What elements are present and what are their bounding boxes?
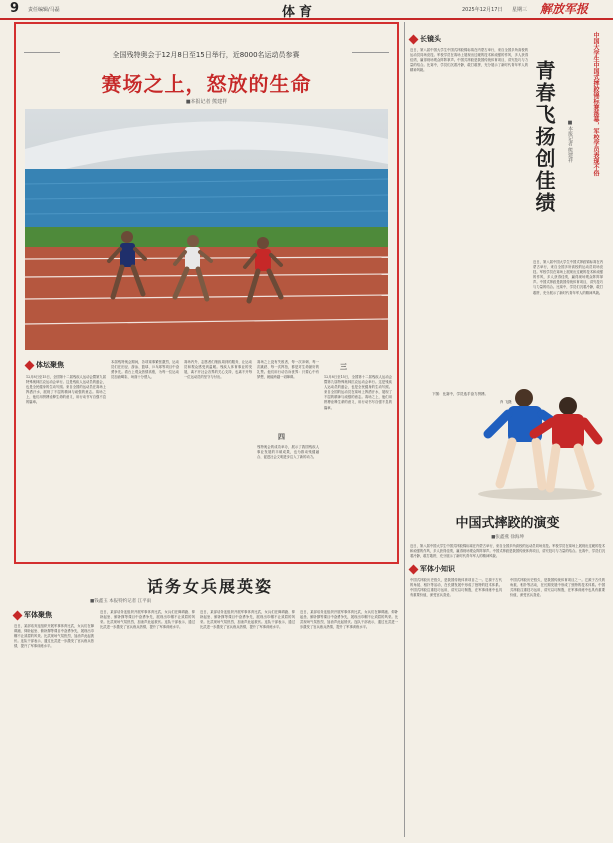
lead-body-col3: 赛场内外，志愿者们细致周到的服务，让运动员和观众感受到温暖。残疾人体育事业的发展，离不开社会各界的关心支持，也离不开每一位运动员的坚守与付出。 (184, 360, 252, 380)
page-number: 9 (10, 1, 20, 16)
wrestling-byline: ■张鑫燕 徐海坤 (491, 535, 524, 540)
lead-kicker: 全国残特奥会于12月8日至15日举行，近8000名运动员参赛 (60, 50, 352, 60)
bottom-body-col2: 近日，某部话务连组织开展军事体育比武，女兵们在障碍跑、仰卧起坐、俯卧撑等课目中奋勇争先，展现出巾帼不让须眉的风采。比武现场气氛热烈，加油声此起彼伏。连队干部表示，通过比武进一步激发了官兵练兵热情，提升了军事训练水平。 (100, 610, 195, 630)
wrestling-body: 近日，第八届中国大学生中国式摔跤锦标赛在内蒙古举行，来自全国多所高校的运动员同场竞技。军校学员在赛场上展现出过硬的技术和顽强的作风，多人获得佳绩，赢得现场观众阵阵掌声。中国式摔跤是我国传统体育项目，讲究技巧与力量的结合。比赛中，学员们沉着冷静，敢打敢拼，充分展示了新时代青年军人的精神风貌。 (410, 544, 605, 559)
bottom-right-col1: 中国式摔跤历史悠久，是我国传统体育项目之一。它源于古代的角抵、相扑等活动，在长期发展中形成了独特的技术体系。中国式摔跤注重技巧运用，讲究以巧制胜，在军事训练中也具有重要价值，深受官兵喜爱。 (410, 578, 502, 598)
photo-credit: 下图：比赛中，学员选手奋力拼搏。 (432, 392, 488, 396)
lead-body-col4a: 赛场之上没有失败者，每一次冲刺、每一次跳跃、每一次挥拍，都是对生命最好的礼赞。他们用行动告诉世界：只要心中有梦想，就能跨越一切障碍。 (257, 360, 319, 380)
bottom-body-col3: 近日，某部话务连组织开展军事体育比武，女兵们在障碍跑、仰卧起坐、俯卧撑等课目中奋勇争先，展现出巾帼不让须眉的风采。比武现场气氛热烈，加油声此起彼伏。连队干部表示，通过比武进一步激发了官兵练兵热情，提升了军事训练水平。 (200, 610, 295, 630)
long-lens-heading (410, 34, 441, 44)
military-sports-heading (14, 610, 52, 620)
photo-author: 肖 飞摄 (500, 400, 512, 404)
bottom-story-title: 话务女兵展英姿 (146, 577, 273, 596)
right-body-text: 近日，第八届中国大学生中国式摔跤锦标赛在内蒙古举行，来自全国多所高校的运动员同场竞技。军校学员在赛场上展现出过硬的技术和顽强的作风，多人获得佳绩，赢得现场观众阵阵掌声。中国式摔跤是我国传统体育项目，讲究技巧与力量的结合。比赛中，学员们沉着冷静，敢打敢拼，充分展示了新时代青年军人的精神风貌。 (410, 48, 528, 73)
bottom-body-col1: 近日，某部话务连组织开展军事体育比武，女兵们在障碍跑、仰卧起坐、俯卧撑等课目中奋勇争先，展现出巾帼不让须眉的风采。比武现场气氛热烈，加油声此起彼伏。连队干部表示，通过比武进一步激发了官兵练兵热情，提升了军事训练水平。 (14, 624, 94, 649)
diamond-icon (13, 610, 23, 620)
lead-body-col4b: 残特奥会的成功举办，展示了我国残疾人事业发展的丰硕成果，也为推动残健融合、促进社会文明进步注入了新的动力。 (257, 445, 319, 460)
lead-title: 赛场之上，怒放的生命 (101, 72, 312, 96)
section-numeral-2: 三 (340, 362, 347, 371)
vertical-feature-title: 青春飞扬创佳绩 (532, 60, 556, 214)
section-title: 体育 (282, 5, 317, 20)
bottom-body-col4: 近日，某部话务连组织开展军事体育比武，女兵们在障碍跑、仰卧起坐、俯卧撑等课目中奋勇争先，展现出巾帼不让须眉的风采。比武现场气氛热烈，加油声此起彼伏。连队干部表示，通过比武进一步激发了官兵练兵热情，提升了军事训练水平。 (300, 610, 398, 630)
bottom-byline: ■钱鑫玉 本报特约记者 江平雨 (90, 599, 152, 604)
wrestling-evolution-title: 中国式摔跤的演变 (455, 516, 560, 531)
lead-byline: ■本报记者 熊建祥 (185, 99, 228, 105)
lead-photo-track-race (25, 109, 388, 350)
column-divider (404, 22, 405, 837)
military-knowledge-heading (410, 564, 455, 574)
editor-credit: 责任编辑/马磊 (28, 7, 60, 13)
issue-weekday: 星期三 (512, 7, 528, 13)
issue-date: 2025年12月17日 (462, 7, 503, 13)
masthead-logo: 解放军报 (540, 2, 589, 16)
vertical-feature-subtitle: 中国大学生中国式摔跤锦标赛落幕，军校学员表现不俗 (592, 32, 599, 176)
military-sports-label: 军体聚焦 (24, 611, 52, 619)
page-header (0, 0, 613, 20)
long-lens-label: 长镜头 (420, 35, 441, 43)
lead-body-col2: 本届残特奥会期间，各项赛事紧张激烈，运动员们在田径、游泳、篮球、乒乓球等项目中奋勇争先。看台上观众热情高涨，为每一位运动员加油喝彩，场面十分感人。 (111, 360, 179, 380)
right-body-text-2: 近日，第八届中国大学生中国式摔跤锦标赛在内蒙古举行，来自全国多所高校的运动员同场竞技。军校学员在赛场上展现出过硬的技术和顽强的作风，多人获得佳绩，赢得现场观众阵阵掌声。中国式摔跤是我国传统体育项目，讲究技巧与力量的结合。比赛中，学员们沉着冷静，敢打敢拼，充分展示了新时代青年军人的精神风貌。 (533, 260, 603, 295)
diamond-icon (409, 564, 419, 574)
bottom-right-col2: 中国式摔跤历史悠久，是我国传统体育项目之一。它源于古代的角抵、相扑等活动，在长期发展中形成了独特的技术体系。中国式摔跤注重技巧运用，讲究以巧制胜，在军事训练中也具有重要价值，深受官兵喜爱。 (510, 578, 605, 598)
section-numeral: 四 (278, 432, 285, 441)
lead-body-col1: 12月8日至15日，全国第十二届残疾人运动会暨第九届特殊奥林匹克运动会举行。这是残疾人运动员的盛会，也是全民健身的生动写照。来自全国的运动员在赛场上挥洒汗水，展现了不屈的精神与顽强的意志。赛场之上，他们用拼搏诠释生命的意义，用行动书写自强不息的篇章。 (26, 375, 106, 405)
sidebar-tag-heading (26, 360, 64, 370)
vertical-byline: ■本报记者 熊建祥 (567, 120, 573, 163)
sidebar-tag-label: 体坛聚焦 (36, 361, 64, 369)
lead-body-col5: 12月8日至15日，全国第十二届残疾人运动会暨第九届特殊奥林匹克运动会举行。这是残疾人运动员的盛会，也是全民健身的生动写照。来自全国的运动员在赛场上挥洒汗水，展现了不屈的精神与顽强的意志。赛场之上，他们用拼搏诠释生命的意义，用行动书写自强不息的篇章。 (324, 375, 392, 410)
military-knowledge-label: 军体小知识 (420, 565, 455, 573)
diamond-icon (25, 360, 35, 370)
diamond-icon (409, 34, 419, 44)
